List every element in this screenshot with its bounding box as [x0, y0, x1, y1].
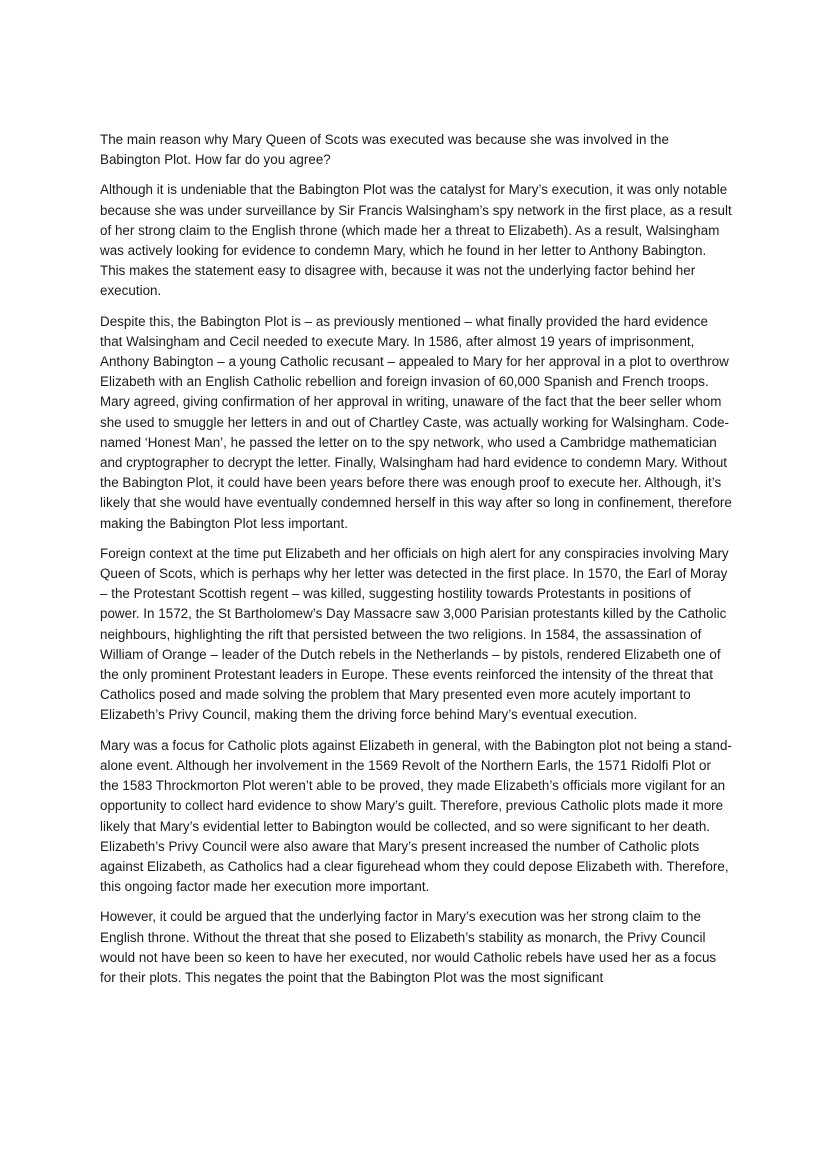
paragraph-catholic-plots: Mary was a focus for Catholic plots against Elizabeth in general, with the Babington plot not being a stand-alone event. Although her involvement in the 1569 Revolt of the Northern Earls, the 1571 Ridolfi Plot or the 1583 Throckmorton Plot weren’t able to be proved, they made Elizabeth’s officials more vigilant for an opportunity to collect hard evidence to show Mary’s guilt. Therefore, previous Catholic plots made it more likely that Mary’s evidential letter to Babington would be collected, and so were significant to her death. Elizabeth’s Privy Council were also aware that Mary’s present increased the number of Catholic plots against Elizabeth, as Catholics had a clear figurehead whom they could depose Elizabeth with. Therefore, this ongoing factor made her execution more important.: [100, 737, 732, 895]
paragraph-intro: Although it is undeniable that the Babington Plot was the catalyst for Mary’s execution, it was only notable because she was under surveillance by Sir Francis Walsingham’s spy network in the first place, as a result of her strong claim to the English throne (which made her a threat to Elizabeth). As a result, Walsingham was actively looking for evidence to condemn Mary, which he found in her letter to Anthony Babington. This makes the statement easy to disagree with, because it was not the underlying factor behind her execution.: [100, 182, 732, 299]
paragraph-babington-plot: Despite this, the Babington Plot is – as previously mentioned – what finally provided the hard evidence that Walsingham and Cecil needed to execute Mary. In 1586, after almost 19 years of imprisonment, Anthony Babington – a young Catholic recusant – appealed to Mary for her approval in a plot to overthrow Elizabeth with an English Catholic rebellion and foreign invasion of 60,000 Spanish and French troops. Mary agreed, giving confirmation of her approval in writing, unaware of the fact that the beer seller whom she used to smuggle her letters in and out of Chartley Caste, was actually working for Walsingham. Code-named ‘Honest Man’, he passed the letter on to the spy network, who used a Cambridge mathematician and cryptographer to decrypt the letter. Finally, Walsingham had hard evidence to condemn Mary. Without the Babington Plot, it could have been years before there was enough proof to execute her. Although, it’s likely that she would have eventually condemned herself in this way after so long in confinement, therefore making the Babington Plot less important.: [100, 313, 732, 531]
paragraph-claim-to-throne: However, it could be argued that the underlying factor in Mary’s execution was her strong claim to the English throne. Without the threat that she posed to Elizabeth’s stability as monarch, the Privy Council would not have been so keen to have her executed, nor would Catholic rebels have used her as a focus for their plots. This negates the point that the Babington Plot was the most significant: [100, 909, 717, 985]
essay-body: [100, 130, 732, 998]
essay-question: The main reason why Mary Queen of Scots was executed was because she was involved in the Babington Plot. How far do you agree?: [100, 132, 669, 168]
paragraph-foreign-context: Foreign context at the time put Elizabeth and her officials on high alert for any conspiracies involving Mary Queen of Scots, which is perhaps why her letter was detected in the first place. In 1570, the Earl of Moray – the Protestant Scottish regent – was killed, suggesting hostility towards Protestants in positions of power. In 1572, the St Bartholomew’s Day Massacre saw 3,000 Parisian protestants killed by the Catholic neighbours, highlighting the rift that persisted between the two religions. In 1584, the assassination of William of Orange – leader of the Dutch rebels in the Netherlands – by pistols, rendered Elizabeth one of the only prominent Protestant leaders in Europe. These events reinforced the intensity of the threat that Catholics posed and made solving the problem that Mary presented even more acutely important to Elizabeth’s Privy Council, making them the driving force behind Mary’s eventual execution.: [100, 545, 729, 723]
